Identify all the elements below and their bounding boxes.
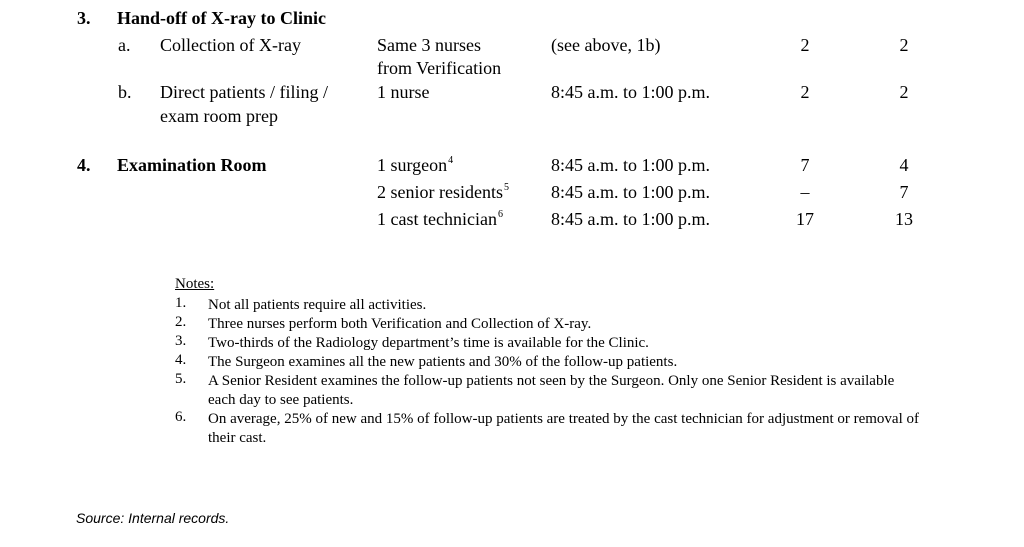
row-3a-col2: 2 — [899, 35, 909, 55]
row-4-cast-tech-col1: 17 — [796, 209, 814, 229]
row-4-cast-tech-time: 8:45 a.m. to 1:00 p.m. — [551, 209, 710, 229]
row-3a-letter: a. — [118, 35, 131, 55]
row-4-residents-staff: 2 senior residents$^5$ — [377, 182, 509, 202]
footnote-ref-6: 6 — [497, 209, 503, 220]
row-3b-col1: 2 — [800, 82, 810, 102]
note-6-number: 6. — [175, 409, 187, 425]
note-4-text: The Surgeon examines all the new patients and 30% of the follow-up patients. — [208, 354, 678, 370]
row-3a-staff-line1: Same 3 nurses — [377, 35, 481, 55]
note-2-number: 2. — [175, 314, 187, 330]
row-4-surgeon-col1: 7 — [800, 155, 810, 175]
footnote-ref-4: 4 — [448, 155, 454, 166]
section-3-number: 3. — [77, 8, 91, 28]
notes-title: Notes: — [175, 276, 215, 292]
row-3b-col2: 2 — [899, 82, 909, 102]
row-4-surgeon-staff: 1 surgeon$^4$ — [377, 155, 454, 175]
row-4-cast-tech-col2: 13 — [895, 209, 913, 229]
note-1-number: 1. — [175, 295, 187, 311]
row-4-cast-tech-staff: 1 cast technician$^6$ — [377, 209, 503, 229]
row-3a-col1: 2 — [800, 35, 810, 55]
row-4-residents-time: 8:45 a.m. to 1:00 p.m. — [551, 182, 710, 202]
footnote-ref-5: 5 — [503, 182, 509, 193]
row-3b-staff: 1 nurse — [377, 82, 430, 102]
row-4-residents-col1: – — [800, 182, 810, 202]
note-2-text: Three nurses perform both Verification and Collection of X-ray. — [208, 316, 592, 332]
note-3-number: 3. — [175, 333, 187, 349]
note-3-text: Two-thirds of the Radiology department’s time is available for the Clinic. — [208, 335, 649, 351]
note-5-number: 5. — [175, 371, 187, 387]
note-4-number: 4. — [175, 352, 187, 368]
section-3-title: Hand-off of X-ray to Clinic — [117, 8, 326, 28]
row-4-surgeon-col2: 4 — [899, 155, 909, 175]
note-5-text: A Senior Resident examines the follow-up patients not seen by the Surgeon. Only one Senior Resident is available each day to see patients. — [208, 373, 895, 408]
row-4-residents-col2: 7 — [899, 182, 909, 202]
row-3a-activity: Collection of X-ray — [160, 35, 301, 55]
source-note: Source: Internal records. — [76, 510, 230, 526]
row-3b-activity-line2: exam room prep — [160, 106, 278, 126]
section-4-title: Examination Room — [117, 155, 267, 175]
note-1-text: Not all patients require all activities. — [208, 297, 427, 313]
row-3b-letter: b. — [118, 82, 132, 102]
row-4-surgeon-time: 8:45 a.m. to 1:00 p.m. — [551, 155, 710, 175]
section-4-number: 4. — [77, 155, 91, 175]
row-3a-time: (see above, 1b) — [551, 35, 661, 55]
row-3b-time: 8:45 a.m. to 1:00 p.m. — [551, 82, 710, 102]
row-3a-staff-line2: from Verification — [377, 58, 502, 78]
note-6-text: On average, 25% of new and 15% of follow-up patients are treated by the cast technician for adjustment or removal of their cast. — [208, 411, 919, 446]
row-3b-activity-line1: Direct patients / filing / — [160, 82, 328, 102]
